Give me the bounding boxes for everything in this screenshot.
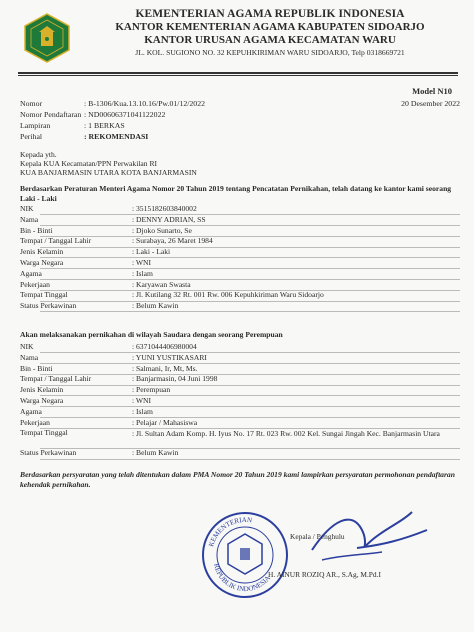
detail-value: : Belum Kawin — [132, 301, 179, 311]
detail-value: : Islam — [132, 406, 153, 416]
detail-label: Bin - Binti — [20, 363, 53, 373]
detail-value: : YUNI YUSTIKASARI — [132, 352, 207, 362]
detail-label: Tempat Tinggal — [20, 428, 68, 438]
detail-value: : Banjarmasin, 04 Juni 1998 — [132, 374, 218, 384]
detail-label: Tempat Tinggal — [20, 290, 68, 300]
letterhead-office: KANTOR KEMENTERIAN AGAMA KABUPATEN SIDOARJO — [115, 21, 425, 33]
detail-label: Tempat / Tanggal Lahir — [20, 236, 92, 246]
detail-row — [20, 280, 460, 291]
perihal-value: : REKOMENDASI — [84, 132, 149, 141]
detail-value: : Perempuan — [132, 385, 171, 395]
detail-row — [20, 418, 460, 429]
detail-label: Pekerjaan — [20, 417, 50, 427]
detail-label: Agama — [20, 406, 42, 416]
detail-row — [20, 226, 460, 237]
detail-value: : WNI — [132, 395, 152, 405]
signatory-role: Kepala / Penghulu — [290, 532, 345, 541]
detail-row — [20, 269, 460, 280]
letter-meta — [20, 98, 460, 142]
detail-label: NIK — [20, 342, 34, 351]
detail-row — [20, 301, 460, 312]
detail-row — [20, 204, 460, 215]
header-divider — [18, 72, 458, 74]
detail-label: Tempat / Tanggal Lahir — [20, 374, 92, 384]
detail-value: : Karyawan Swasta — [132, 279, 191, 289]
stamp-top-text: KEMENTERIAN — [207, 515, 253, 548]
detail-label: Jenis Kelamin — [20, 247, 64, 257]
detail-row — [20, 407, 460, 418]
detail-label: NIK — [20, 204, 34, 213]
detail-row — [20, 428, 460, 448]
letterhead-address: JL. KOL. SUGIONO NO. 32 KEPUHKIRIMAN WARU SIDOARJO, Telp 0318669721 — [135, 48, 405, 57]
lampiran-value: : 1 BERKAS — [84, 121, 125, 130]
detail-label: Pekerjaan — [20, 279, 50, 289]
bride-intro-paragraph: Akan melaksanakan pernikahan di wilayah Saudara dengan seorang Perempuan — [20, 330, 283, 339]
detail-label: Status Perkawinan — [20, 301, 77, 311]
detail-row — [20, 396, 460, 407]
row-divider — [40, 311, 460, 312]
detail-label: Nama — [20, 352, 39, 362]
model-label: Model N10 — [412, 86, 452, 96]
detail-value: : Jl. Kutilang 32 Rt. 001 Rw. 006 Kepuhkiriman Waru Sidoarjo — [132, 290, 324, 300]
nomor-value: : B-1306/Kua.13.10.16/Pw.01/12/2022 — [84, 99, 205, 108]
signatory-name: H. AINUR ROZIQ AR., S.Ag, M.Pd.I — [268, 570, 381, 579]
recipient-block — [20, 150, 197, 177]
detail-row — [20, 448, 460, 459]
recipient-greeting: Kepada yth. — [20, 150, 57, 159]
nomor-label: Nomor — [20, 99, 43, 108]
detail-value: : Belum Kawin — [132, 448, 179, 458]
pendaftaran-label: Nomor Pendaftaran — [20, 110, 82, 119]
detail-value: : Surabaya, 26 Maret 1984 — [132, 236, 213, 246]
ministry-logo-icon — [22, 12, 72, 64]
letterhead-kua: KANTOR URUSAN AGAMA KECAMATAN WARU — [144, 34, 396, 46]
detail-label: Agama — [20, 268, 42, 278]
detail-row — [20, 385, 460, 396]
row-divider — [40, 459, 460, 460]
perihal-label: Perihal — [20, 132, 43, 141]
detail-row — [20, 353, 460, 364]
recipient-office: KUA BANJARMASIN UTARA KOTA BANJARMASIN — [20, 168, 197, 177]
detail-row — [20, 374, 460, 385]
closing-paragraph: Berdasarkan persyaratan yang telah ditentukan dalam PMA Nomor 20 Tahun 2019 kami lampirkan persyaratan permohonan pendaftaran kehendak pernikahan. — [20, 470, 455, 489]
detail-label: Warga Negara — [20, 257, 64, 267]
detail-value: : Djoko Sunarto, Se — [132, 225, 192, 235]
pendaftaran-value: : ND00606371041122022 — [84, 110, 166, 119]
detail-label: Warga Negara — [20, 395, 64, 405]
detail-value: : Laki - Laki — [132, 247, 171, 257]
bride-details — [20, 342, 460, 459]
detail-label: Status Perkawinan — [20, 448, 77, 458]
detail-value: : 6371044406980004 — [132, 342, 197, 351]
stamp-bottom-text: REPUBLIK INDONESIA — [212, 562, 272, 594]
lampiran-label: Lampiran — [20, 121, 51, 130]
groom-details — [20, 204, 460, 312]
detail-label: Bin - Binti — [20, 225, 53, 235]
detail-row — [20, 290, 460, 301]
detail-value: : DENNY ADRIAN, SS — [132, 214, 206, 224]
detail-value: : 3515182603840002 — [132, 204, 197, 213]
intro-paragraph: Berdasarkan Peraturan Menteri Agama Nomor 20 Tahun 2019 tentang Pencatatan Pernikahan, telah datang ke kantor kami seorang Laki - Laki — [20, 184, 452, 203]
detail-value: : Salmani, Ir, Mt, Ms. — [132, 363, 198, 373]
detail-row — [20, 236, 460, 247]
detail-row — [20, 247, 460, 258]
detail-row — [20, 364, 460, 375]
detail-row — [20, 258, 460, 269]
detail-value: : WNI — [132, 257, 152, 267]
detail-label: Nama — [20, 214, 39, 224]
detail-value: : Pelajar / Mahasiswa — [132, 417, 198, 427]
handwritten-signature-icon — [262, 500, 442, 570]
header-divider-thin — [18, 75, 458, 76]
detail-label: Jenis Kelamin — [20, 385, 64, 395]
recipient-title: Kepala KUA Kecamatan/PPN Perwakilan RI — [20, 159, 158, 168]
letter-date: 20 Desember 2022 — [401, 99, 460, 108]
letterhead — [80, 8, 460, 59]
detail-row — [20, 342, 460, 353]
detail-value: : Islam — [132, 268, 153, 278]
letterhead-ministry: KEMENTERIAN AGAMA REPUBLIK INDONESIA — [135, 8, 405, 20]
detail-row — [20, 215, 460, 226]
detail-value: : Jl. Sultan Adam Komp. H. Iyus No. 17 Rt. 023 Rw. 002 Kel. Sungai Jingah Kec. Banjarmasin Utara — [132, 429, 440, 439]
